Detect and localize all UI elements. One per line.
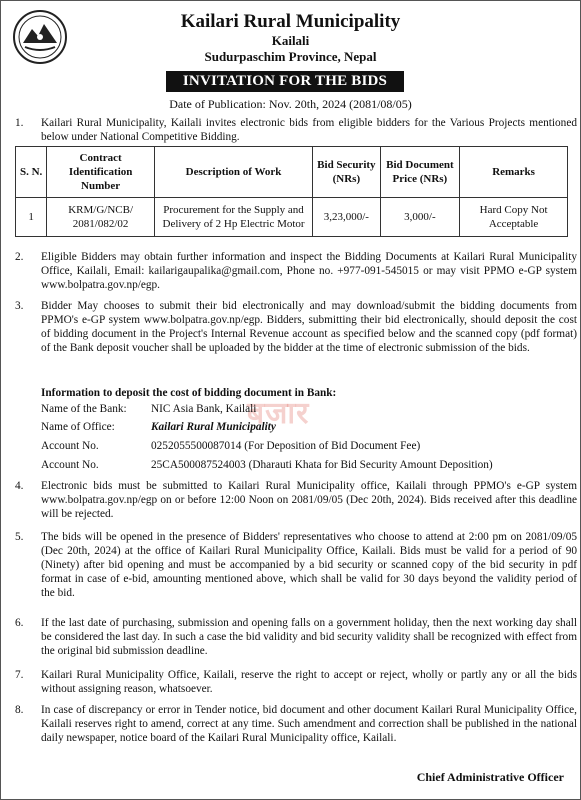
account-value-bid-security: 25CA500087524003 (Dharauti Khata for Bid Security Amount Deposition) bbox=[151, 459, 493, 471]
account-label: Account No. bbox=[41, 440, 99, 452]
item-number: 2. bbox=[15, 251, 24, 263]
col-description: Description of Work bbox=[154, 147, 312, 198]
account-value-doc-fee: 0252055500087014 (For Deposition of Bid Document Fee) bbox=[151, 440, 421, 452]
cell-contract-id: KRM/G/NCB/ 2081/082/02 bbox=[47, 198, 155, 237]
publication-date: Date of Publication: Nov. 20th, 2024 (2081/08/05) bbox=[169, 97, 412, 111]
page-title: Kailari Rural Municipality bbox=[180, 11, 401, 32]
item-text: If the last date of purchasing, submission and opening falls on a government holiday, then the next working day shall be considered the last day. In such a case the bid validity and bid security validity shall be recognized with effect from the original bid submission deadline. bbox=[41, 617, 577, 657]
item-number: 8. bbox=[15, 704, 24, 716]
col-bid-security: Bid Security (NRs) bbox=[313, 147, 380, 198]
bank-info-heading: Information to deposit the cost of bidding document in Bank: bbox=[41, 387, 337, 399]
item-number: 7. bbox=[15, 669, 24, 681]
item-text: Eligible Bidders may obtain further information and inspect the Bidding Documents at Kailari Rural Municipality Office, Kailali, Email: kailarigaupalika@gmail.com, Phone no. +977-091-545015 or may visit PPMO e-GP system www.bolpatra.gov.np/egp. bbox=[41, 251, 577, 291]
col-sn: S. N. bbox=[16, 147, 47, 198]
cell-doc-price: 3,000/- bbox=[380, 198, 460, 237]
col-remarks: Remarks bbox=[460, 147, 568, 198]
cell-bid-security: 3,23,000/- bbox=[313, 198, 380, 237]
item-number: 1. bbox=[15, 117, 24, 129]
table-row bbox=[16, 198, 568, 237]
signature-title: Chief Administrative Officer bbox=[416, 770, 564, 784]
item-text: The bids will be opened in the presence of Bidders' representatives who choose to attend at 2:00 pm on 2081/09/05 (Dec 20th, 2024) at the office of Kailari Rural Municipality Office, Kailali. Bids must be valid for a period of 90 (Ninety) after bid opening and must be accompanied by a bid security or scanned copy of the bid security in pdf format in case of e-bid, amounting mentioned above, which shall be valid for 30 days beyond the validity period of the bid. bbox=[41, 531, 577, 599]
item-number: 4. bbox=[15, 480, 24, 492]
cell-sn: 1 bbox=[16, 198, 47, 237]
item-text: Kailari Rural Municipality Office, Kailali, reserve the right to accept or reject, wholly or partly any or all the bids without assigning reason, whatsoever. bbox=[41, 669, 577, 695]
item-text: Electronic bids must be submitted to Kailari Rural Municipality office, Kailali through PPMO's e-GP system www.bolpatra.gov.np/egp on or before 12:00 Noon on 2081/09/05 (Dec 20th, 2024). Bids received after this deadline will be rejected. bbox=[41, 480, 577, 520]
office-value: Kailari Rural Municipality bbox=[151, 421, 276, 433]
table-header-row bbox=[16, 147, 568, 198]
bank-label: Name of the Bank: bbox=[41, 403, 127, 415]
col-contract-id: Contract Identification Number bbox=[47, 147, 155, 198]
cell-description: Procurement for the Supply and Delivery of 2 Hp Electric Motor bbox=[154, 198, 312, 237]
province-name: Sudurpaschim Province, Nepal bbox=[204, 49, 377, 64]
item-text: Kailari Rural Municipality, Kailali invites electronic bids from eligible bidders for the Various Projects mentioned below under National Competitive Bidding. bbox=[41, 117, 577, 143]
item-number: 6. bbox=[15, 617, 24, 629]
item-text: Bidder May chooses to submit their bid electronically and may download/submit the bidding documents from PPMO's e-GP system www.bolpatra.gov.np/egp. Bidders, submitting their bid electronically, should deposit the cost of bidding document in the Project's Internal Revenue account as specified below and the scanned copy (pdf format) of the Bank deposit voucher shall be uploaded by the bidder at the time of electronic submission of the bids. bbox=[41, 300, 577, 354]
bank-value: NIC Asia Bank, Kailali bbox=[151, 403, 257, 415]
account-label: Account No. bbox=[41, 459, 99, 471]
office-label: Name of Office: bbox=[41, 421, 115, 433]
col-doc-price: Bid Document Price (NRs) bbox=[380, 147, 460, 198]
district-name: Kailali bbox=[271, 33, 310, 48]
item-number: 3. bbox=[15, 300, 24, 312]
bids-table bbox=[15, 146, 568, 237]
item-number: 5. bbox=[15, 531, 24, 543]
invitation-banner: INVITATION FOR THE BIDS bbox=[166, 71, 404, 92]
watermark: बजार bbox=[247, 396, 310, 431]
cell-remarks: Hard Copy Not Acceptable bbox=[460, 198, 568, 237]
item-text: In case of discrepancy or error in Tender notice, bid document and other document Kailari Rural Municipality Office, Kailali reserves right to amend, correct at any time. Such amendment and correction shall be published in the national daily newspaper, notice board of the Kailari Rural Municipality office, Kailali. bbox=[41, 704, 577, 744]
